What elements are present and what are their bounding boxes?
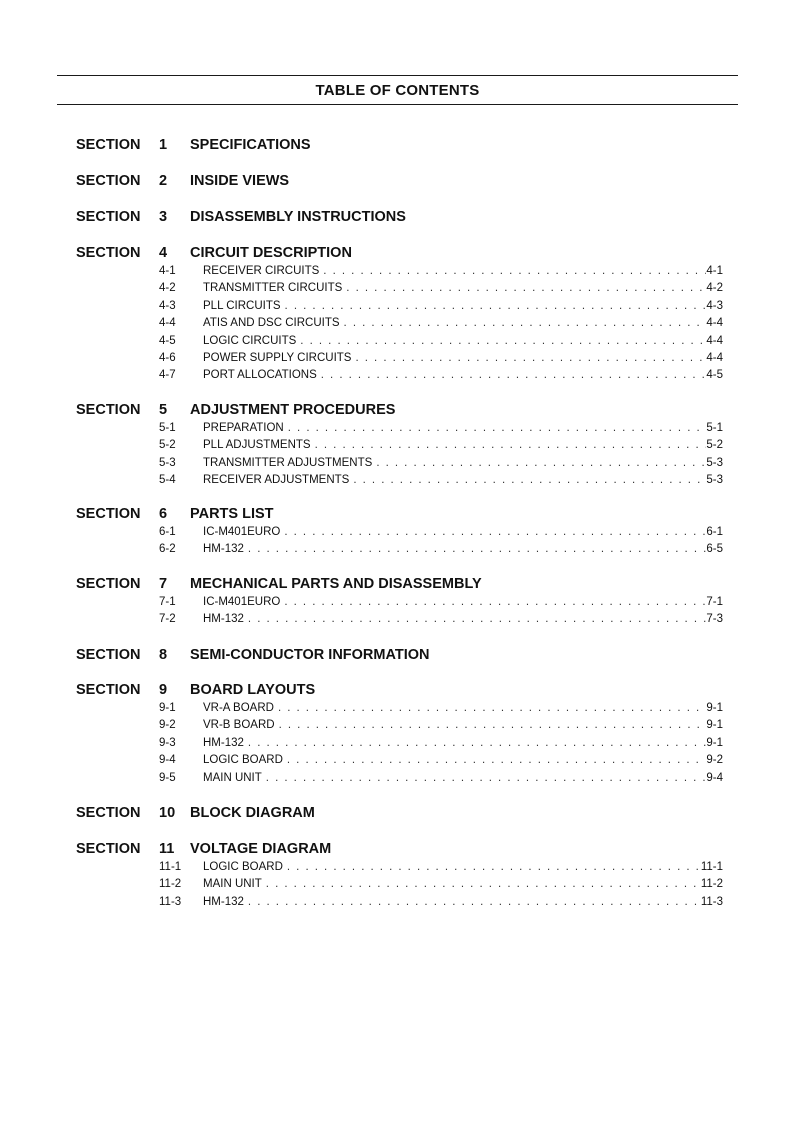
section-label: SECTION <box>76 245 141 261</box>
toc-entry <box>0 263 793 279</box>
section-title: ADJUSTMENT PROCEDURES <box>190 402 396 418</box>
section-number: 10 <box>159 805 176 821</box>
section-label: SECTION <box>76 647 141 663</box>
toc-entry <box>0 541 793 557</box>
entry-number: 4-2 <box>159 282 176 295</box>
entry-page: 7-1 <box>706 596 723 608</box>
entry-page: 4-2 <box>706 282 723 295</box>
toc-entry <box>0 735 793 751</box>
dot-leader <box>321 367 707 383</box>
dot-leader <box>284 594 706 610</box>
entry-title: PLL ADJUSTMENTS <box>203 439 311 452</box>
entry-title: HM-132 <box>203 895 244 908</box>
toc-entry <box>0 315 793 331</box>
section-number: 2 <box>159 173 168 189</box>
section-label: SECTION <box>76 506 141 522</box>
entry-page: 4-3 <box>706 299 723 312</box>
entry-number: 9-4 <box>159 754 176 767</box>
entry-page: 4-1 <box>706 265 723 277</box>
entry-page: 9-1 <box>706 702 723 714</box>
entry-title: LOGIC BOARD <box>203 861 283 873</box>
entry-number: 9-5 <box>159 771 176 784</box>
entry-number: 4-7 <box>159 369 176 382</box>
dot-leader <box>300 333 706 349</box>
dot-leader <box>248 611 706 627</box>
entry-number: 6-1 <box>159 526 176 538</box>
entry-number: 5-2 <box>159 439 176 452</box>
toc-entry <box>0 700 793 716</box>
entry-title: HM-132 <box>203 613 244 626</box>
toc-entry <box>0 594 793 610</box>
entry-title: RECEIVER ADJUSTMENTS <box>203 474 350 487</box>
toc-entry <box>0 876 793 892</box>
entry-number: 11-3 <box>159 895 182 908</box>
entry-line <box>203 894 723 910</box>
entry-page: 6-5 <box>706 543 723 556</box>
toc-entry <box>0 350 793 366</box>
entry-number: 6-2 <box>159 543 176 556</box>
entry-line <box>203 524 723 540</box>
section-heading <box>0 243 793 263</box>
toc-entry <box>0 717 793 733</box>
entry-number: 7-2 <box>159 613 176 626</box>
entry-line <box>203 367 723 383</box>
section-heading <box>0 400 793 420</box>
entry-page: 4-4 <box>706 317 723 330</box>
dot-leader <box>266 876 701 892</box>
toc-entry <box>0 524 793 540</box>
dot-leader <box>248 894 701 910</box>
section-title: MECHANICAL PARTS AND DISASSEMBLY <box>190 576 482 592</box>
dot-leader <box>355 350 706 366</box>
entry-title: PREPARATION <box>203 422 284 434</box>
section-title: SEMI-CONDUCTOR INFORMATION <box>190 647 430 663</box>
toc-entry <box>0 437 793 453</box>
entry-title: LOGIC CIRCUITS <box>203 334 297 347</box>
section-title: BOARD LAYOUTS <box>190 682 316 698</box>
section-heading <box>0 803 793 823</box>
entry-line <box>203 420 723 436</box>
entry-title: HM-132 <box>203 736 244 749</box>
entry-line <box>203 350 723 366</box>
entry-line <box>203 594 723 610</box>
entry-number: 4-6 <box>159 352 176 364</box>
entry-title: PLL CIRCUITS <box>203 299 281 312</box>
toc-entry <box>0 611 793 627</box>
entry-page: 9-4 <box>706 771 723 784</box>
entry-title: TRANSMITTER ADJUSTMENTS <box>203 456 373 469</box>
entry-page: 5-3 <box>706 474 723 487</box>
section-heading <box>0 574 793 594</box>
entry-page: 4-5 <box>706 369 723 382</box>
toc-entry <box>0 367 793 383</box>
entry-page: 11-1 <box>700 861 723 873</box>
section-label: SECTION <box>76 137 141 153</box>
section-title: SPECIFICATIONS <box>190 137 311 153</box>
entry-number: 11-1 <box>159 861 182 873</box>
entry-number: 5-3 <box>159 456 176 469</box>
dot-leader <box>285 298 707 314</box>
entry-line <box>203 735 723 751</box>
dot-leader <box>284 524 706 540</box>
entry-number: 9-3 <box>159 736 176 749</box>
section-heading <box>0 839 793 859</box>
toc-entry <box>0 894 793 910</box>
entry-title: PORT ALLOCATIONS <box>203 369 317 382</box>
entry-page: 9-1 <box>706 719 723 732</box>
section-heading <box>0 207 793 227</box>
toc-entry <box>0 770 793 786</box>
section-title: DISASSEMBLY INSTRUCTIONS <box>190 209 406 225</box>
section-heading <box>0 680 793 700</box>
dot-leader <box>346 280 706 296</box>
entry-line <box>203 700 723 716</box>
dot-leader <box>279 717 707 733</box>
entry-title: VR-A BOARD <box>203 702 274 714</box>
section-number: 3 <box>159 209 168 225</box>
entry-page: 5-1 <box>706 422 723 434</box>
dot-leader <box>248 541 706 557</box>
entry-line <box>203 752 723 768</box>
entry-page: 7-3 <box>706 613 723 626</box>
dot-leader <box>353 472 706 488</box>
section-number: 5 <box>159 402 168 418</box>
dot-leader <box>278 700 706 716</box>
entry-number: 4-3 <box>159 299 176 312</box>
entry-page: 4-4 <box>706 334 723 347</box>
entry-number: 5-1 <box>159 422 176 434</box>
toc-entry <box>0 752 793 768</box>
entry-page: 4-4 <box>706 352 723 364</box>
entry-line <box>203 717 723 733</box>
entry-line <box>203 541 723 557</box>
entry-title: IC-M401EURO <box>203 596 281 608</box>
entry-title: MAIN UNIT <box>203 771 262 784</box>
entry-title: POWER SUPPLY CIRCUITS <box>203 352 352 364</box>
entry-number: 9-1 <box>159 702 176 714</box>
section-title: VOLTAGE DIAGRAM <box>190 841 332 857</box>
entry-page: 9-1 <box>706 736 723 749</box>
dot-leader <box>288 420 707 436</box>
section-title: INSIDE VIEWS <box>190 173 290 189</box>
entry-title: RECEIVER CIRCUITS <box>203 265 320 277</box>
toc-entry <box>0 298 793 314</box>
section-number: 1 <box>159 137 168 153</box>
entry-line <box>203 770 723 786</box>
entry-line <box>203 315 723 331</box>
entry-line <box>203 859 723 875</box>
section-number: 7 <box>159 576 168 592</box>
section-number: 11 <box>159 841 175 857</box>
entry-page: 11-2 <box>700 878 723 891</box>
entry-page: 5-2 <box>706 439 723 452</box>
page-title: TABLE OF CONTENTS <box>315 82 480 99</box>
section-label: SECTION <box>76 576 141 592</box>
entry-title: MAIN UNIT <box>203 878 262 891</box>
entry-number: 4-5 <box>159 334 176 347</box>
toc-entry <box>0 333 793 349</box>
section-number: 9 <box>159 682 168 698</box>
entry-number: 9-2 <box>159 719 176 732</box>
section-label: SECTION <box>76 402 141 418</box>
dot-leader <box>323 263 706 279</box>
entry-number: 5-4 <box>159 474 176 487</box>
entry-title: TRANSMITTER CIRCUITS <box>203 282 343 295</box>
dot-leader <box>287 752 706 768</box>
dot-leader <box>287 859 701 875</box>
toc-entry <box>0 420 793 436</box>
section-heading <box>0 504 793 524</box>
section-number: 8 <box>159 647 168 663</box>
toc-entry <box>0 280 793 296</box>
entry-page: 11-3 <box>700 895 723 908</box>
entry-line <box>203 455 723 471</box>
section-title: PARTS LIST <box>190 506 274 522</box>
entry-page: 9-2 <box>706 754 723 767</box>
section-label: SECTION <box>76 173 141 189</box>
dot-leader <box>248 735 706 751</box>
dot-leader <box>344 315 707 331</box>
toc-entry <box>0 455 793 471</box>
entry-number: 11-2 <box>159 878 182 891</box>
entry-number: 4-4 <box>159 317 176 330</box>
entry-line <box>203 298 723 314</box>
section-heading <box>0 135 793 155</box>
dot-leader <box>376 455 706 471</box>
entry-line <box>203 280 723 296</box>
section-heading <box>0 171 793 191</box>
section-label: SECTION <box>76 209 141 225</box>
section-title: CIRCUIT DESCRIPTION <box>190 245 352 261</box>
section-heading <box>0 645 793 665</box>
section-title: BLOCK DIAGRAM <box>190 805 315 821</box>
section-label: SECTION <box>76 841 141 857</box>
entry-title: VR-B BOARD <box>203 719 275 732</box>
entry-number: 4-1 <box>159 265 176 277</box>
toc-entry <box>0 859 793 875</box>
entry-title: LOGIC BOARD <box>203 754 283 767</box>
entry-line <box>203 263 723 279</box>
entry-line <box>203 333 723 349</box>
section-number: 6 <box>159 506 168 522</box>
entry-line <box>203 611 723 627</box>
toc-entry <box>0 472 793 488</box>
entry-title: ATIS AND DSC CIRCUITS <box>203 317 340 330</box>
entry-line <box>203 472 723 488</box>
dot-leader <box>266 770 707 786</box>
entry-number: 7-1 <box>159 596 176 608</box>
section-label: SECTION <box>76 805 141 821</box>
entry-page: 6-1 <box>706 526 723 538</box>
section-number: 4 <box>159 245 168 261</box>
entry-page: 5-3 <box>706 456 723 469</box>
dot-leader <box>315 437 707 453</box>
entry-title: HM-132 <box>203 543 244 556</box>
entry-line <box>203 876 723 892</box>
entry-line <box>203 437 723 453</box>
section-label: SECTION <box>76 682 141 698</box>
entry-title: IC-M401EURO <box>203 526 281 538</box>
